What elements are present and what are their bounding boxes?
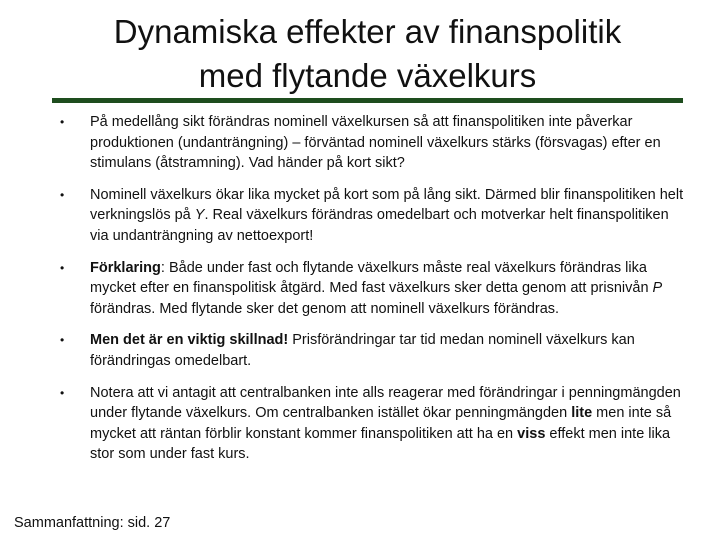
title-divider — [52, 98, 683, 103]
bullet-marker: • — [60, 187, 65, 202]
footer-reference: Sammanfattning: sid. 27 — [14, 515, 171, 531]
text-run: men inte så mycket att räntan förblir konstant kommer finanspolitiken att ha en — [90, 405, 672, 442]
slide-title — [40, 10, 695, 98]
bullet-item — [60, 330, 690, 371]
bold-text: Men det är en viktig skillnad! — [90, 332, 289, 349]
text-run: : Både under fast och flytande växelkurs måste real växelkurs förändras lika mycket efter en finanspolitisk åtgärd. Med fast växelkurs sker detta genom att prisnivån — [90, 259, 653, 297]
text-run: Notera att vi antagit att centralbanken inte alls reagerar med förändringar i penningmängden under flytande växelkurs. Om centralbanken istället ökar penningmängden — [90, 384, 681, 422]
slide-title-line-1: Dynamiska effekter av finanspolitik — [113, 13, 622, 50]
bold-text: viss — [517, 425, 546, 442]
bullet-text — [90, 332, 635, 369]
italic-symbol: P — [652, 280, 663, 297]
bold-text: lite — [571, 405, 593, 422]
bold-text: Förklaring — [90, 259, 161, 276]
bullet-marker: • — [60, 333, 65, 348]
bullet-item — [60, 112, 690, 174]
bullet-item — [60, 258, 690, 320]
bullet-marker: • — [60, 385, 65, 400]
bullet-marker: • — [60, 115, 65, 129]
bullet-item — [60, 185, 690, 247]
bullet-text — [90, 114, 661, 171]
text-run: effekt men inte lika stor som under fast kurs. — [90, 425, 671, 463]
bullet-marker: • — [60, 260, 65, 275]
italic-symbol: Y — [194, 207, 205, 224]
text-run: Prisförändringar tar tid medan nominell växelkurs kan förändringas omedelbart. — [90, 332, 635, 369]
bullet-list — [60, 112, 690, 476]
bullet-text — [90, 385, 681, 463]
text-run: . Real växelkurs förändras omedelbart och motverkar helt finanspolitiken via undanträngning av nettoexport! — [90, 207, 669, 244]
text-run: förändras. Med flytande sker det genom att nominell växelkurs förändras. — [90, 300, 560, 317]
text-run: På medellång sikt förändras nominell växelkursen så att finanspolitiken inte påverkar produktionen (undanträngning) – förväntad nominell växelkurs stärks (försvagas) efter en stimulans (åtstramning). Vad händer på kort sikt? — [90, 114, 661, 172]
bullet-item — [60, 383, 690, 465]
slide-title-line-2: med flytande växelkurs — [198, 57, 537, 94]
text-run: Nominell växelkurs ökar lika mycket på kort som på lång sikt. Därmed blir finanspolitiken helt verkningslös på — [90, 186, 684, 224]
bullet-text — [90, 187, 683, 244]
bullet-text — [90, 260, 662, 317]
